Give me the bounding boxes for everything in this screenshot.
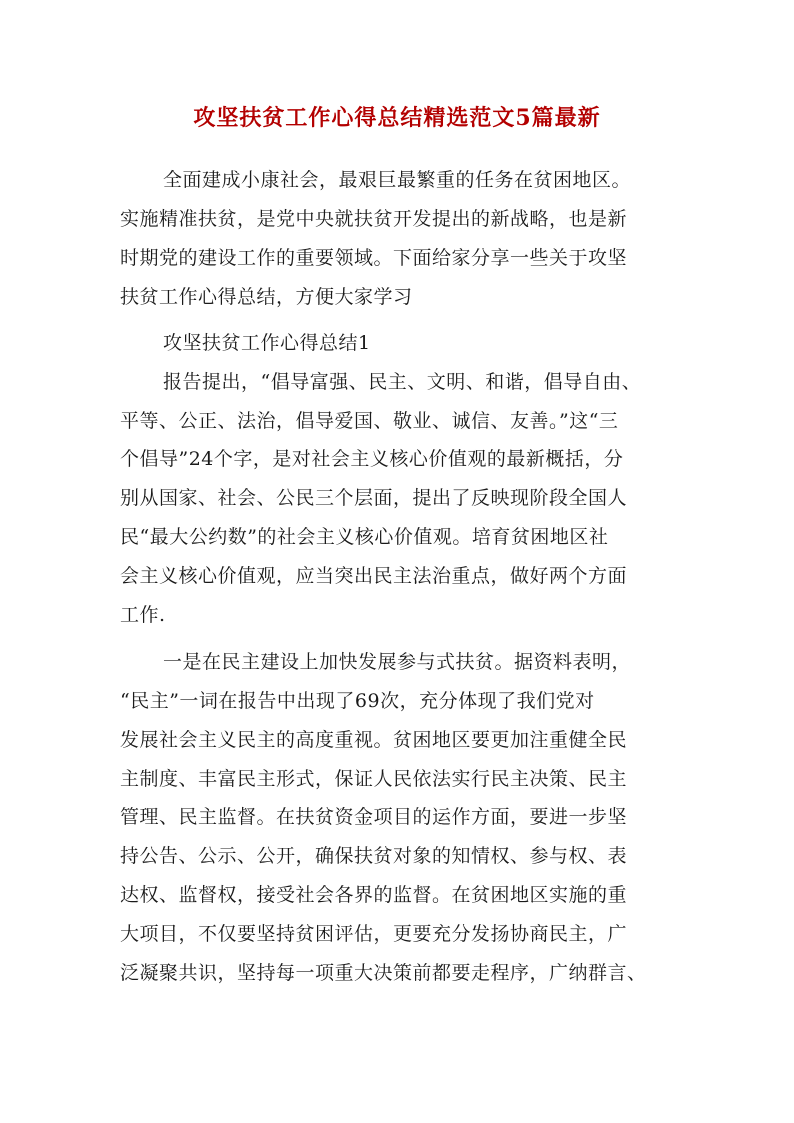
document-page: 攻坚扶贫工作心得总结精选范文5篇最新 全面建成小康社会，最艰巨最繁重的任务在贫困地区。 实施精准扶贫，是党中央就扶贫开发提出的新战略，也是新 时期党的建设工作的重要领域。下面给家分享一些关于攻坚 扶贫工作心得总结，方便大家学习 攻坚扶贫工作心得总结1 报告提出，“倡导富强、民主、文明、和谐，倡导自由、 平等、公正、法治，倡导爱国、敬业、诚信、友善。”这“三 个倡导”24个字，是对社会主义核心价值观的最新概括，分 别从国家、社会、公民三个层面，提出了反映现阶段全国人 民“最大公约数”的社会主义核心价值观。培育贫困地区社 会主义核心价值观，应当突出民主法治重点，做好两个方面 工作. 一是在民主建设上加快发展参与式扶贫。据资料表明， “民主”一词在报告中出现了69次，充分体现了我们党对 发展社会主义民主的高度重视。贫困地区要更加注重健全民 主制度、丰富民主形式，保证人民依法实行民主决策、民主 管理、民主监督。在扶贫资金项目的运作方面，要进一步坚 持公告、公示、公开，确保扶贫对象的知情权、参与权、表 达权、监督权，接受社会各界的监督。在贫困地区实施的重 大项目，不仅要坚持贫困评估，更要充分发扬协商民主，广 泛凝聚共识，坚持每一项重大决策前都要走程序，广纳群言、 — [0, 0, 794, 1123]
document-title: 攻坚扶贫工作心得总结精选范文5篇最新 — [193, 105, 601, 131]
